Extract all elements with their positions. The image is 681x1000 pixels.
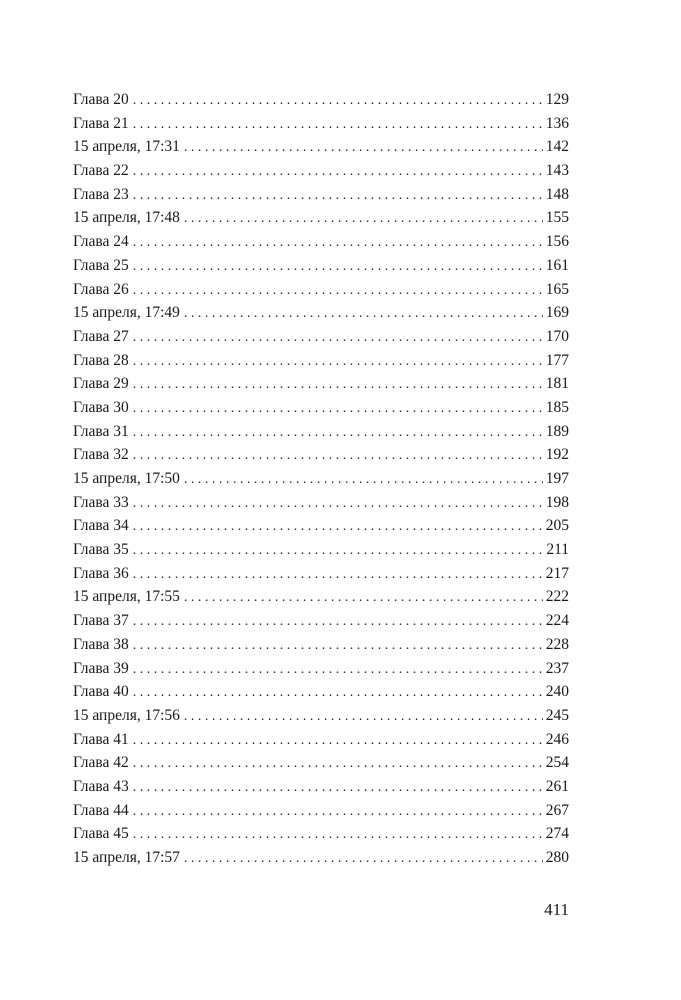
toc-entry[interactable]	[73, 88, 569, 112]
toc-dot-leader	[184, 207, 543, 231]
toc-entry[interactable]	[73, 704, 569, 728]
toc-dot-leader	[184, 705, 543, 729]
toc-entry-title: Глава 33	[73, 493, 129, 511]
toc-dot-leader	[133, 539, 544, 563]
toc-entry-title: Глава 22	[73, 162, 129, 180]
toc-entry-page-number: 161	[545, 256, 569, 274]
toc-entry[interactable]	[73, 278, 569, 302]
toc-entry-title: Глава 45	[73, 825, 129, 843]
toc-dot-leader	[133, 681, 543, 705]
toc-dot-leader	[184, 136, 543, 160]
toc-entry-page-number: 156	[545, 233, 569, 251]
toc-entry-page-number: 240	[545, 683, 569, 701]
toc-entry-page-number: 177	[545, 351, 569, 369]
toc-entry-title: Глава 29	[73, 375, 129, 393]
toc-entry[interactable]	[73, 325, 569, 349]
toc-entry-page-number: 148	[545, 185, 569, 203]
toc-dot-leader	[133, 658, 543, 682]
page-number: 411	[544, 900, 569, 919]
toc-entry-page-number: 246	[545, 730, 569, 748]
toc-entry[interactable]	[73, 491, 569, 515]
toc-entry-title: Глава 43	[73, 777, 129, 795]
toc-entry[interactable]	[73, 657, 569, 681]
toc-entry-page-number: 170	[545, 327, 569, 345]
toc-entry-title: Глава 24	[73, 233, 129, 251]
toc-dot-leader	[133, 231, 543, 255]
toc-entry-page-number: 280	[545, 849, 569, 866]
toc-entry-title: Глава 21	[73, 114, 129, 132]
toc-entry-title: Глава 36	[73, 564, 129, 582]
toc-entry-title: Глава 28	[73, 351, 129, 369]
toc-dot-leader	[133, 373, 543, 397]
toc-entry[interactable]	[73, 609, 569, 633]
toc-entry[interactable]	[73, 349, 569, 373]
toc-entry-title: Глава 35	[73, 541, 129, 559]
toc-entry-page-number: 165	[545, 280, 569, 298]
toc-entry-page-number: 274	[545, 825, 569, 843]
toc-entry-title: 15 апреля, 17:56	[73, 706, 180, 724]
toc-entry-page-number: 224	[545, 612, 569, 630]
toc-entry[interactable]	[73, 846, 569, 870]
toc-dot-leader	[133, 279, 543, 303]
toc-entry-title: 15 апреля, 17:55	[73, 588, 180, 606]
toc-entry[interactable]	[73, 775, 569, 799]
toc-entry-title: Глава 37	[73, 612, 129, 630]
toc-entry-title: Глава 20	[73, 91, 129, 108]
toc-entry-page-number: 181	[545, 375, 569, 393]
toc-dot-leader	[133, 326, 543, 350]
toc-entry[interactable]	[73, 396, 569, 420]
toc-entry-title: Глава 42	[73, 754, 129, 772]
toc-entry-title: Глава 27	[73, 327, 129, 345]
toc-entry-page-number: 217	[545, 564, 569, 582]
toc-entry-page-number: 189	[545, 422, 569, 440]
toc-entry-title: Глава 41	[73, 730, 129, 748]
toc-dot-leader	[133, 113, 543, 137]
toc-entry-title: Глава 30	[73, 398, 129, 416]
toc-entry[interactable]	[73, 633, 569, 657]
toc-entry[interactable]	[73, 585, 569, 609]
toc-dot-leader	[184, 468, 543, 492]
toc-dot-leader	[184, 847, 543, 871]
toc-entry-page-number: 198	[545, 493, 569, 511]
toc-entry-page-number: 261	[545, 777, 569, 795]
toc-entry-title: Глава 44	[73, 801, 129, 819]
toc-dot-leader	[133, 397, 543, 421]
toc-dot-leader	[133, 350, 543, 374]
toc-entry[interactable]	[73, 467, 569, 491]
toc-dot-leader	[133, 800, 543, 824]
toc-dot-leader	[133, 421, 543, 445]
toc-dot-leader	[133, 610, 543, 634]
toc-entry-page-number: 143	[545, 162, 569, 180]
toc-entry-page-number: 169	[545, 304, 569, 322]
toc-entry-page-number: 136	[545, 114, 569, 132]
toc-entry[interactable]	[73, 112, 569, 136]
toc-entry-title: Глава 38	[73, 635, 129, 653]
toc-entry-title: Глава 34	[73, 517, 129, 535]
toc-entry-page-number: 185	[545, 398, 569, 416]
toc-entry-page-number: 254	[545, 754, 569, 772]
toc-entry-title: 15 апреля, 17:49	[73, 304, 180, 322]
toc-entry[interactable]	[73, 751, 569, 775]
toc-dot-leader	[133, 634, 543, 658]
toc-dot-leader	[133, 255, 543, 279]
toc-entry-title: 15 апреля, 17:48	[73, 209, 180, 227]
toc-dot-leader	[133, 515, 543, 539]
toc-dot-leader	[133, 89, 543, 113]
toc-entry[interactable]	[73, 159, 569, 183]
toc-entry-title: Глава 23	[73, 185, 129, 203]
toc-dot-leader	[184, 586, 543, 610]
toc-entry-page-number: 237	[545, 659, 569, 677]
table-of-contents	[73, 88, 569, 870]
toc-entry-title: Глава 31	[73, 422, 129, 440]
toc-entry-title: 15 апреля, 17:50	[73, 470, 180, 487]
toc-entry[interactable]	[73, 254, 569, 278]
toc-entry-page-number: 267	[545, 801, 569, 819]
toc-entry[interactable]	[73, 680, 569, 704]
toc-entry[interactable]	[73, 538, 569, 562]
toc-entry-page-number: 197	[545, 470, 569, 487]
toc-entry[interactable]	[73, 135, 569, 159]
toc-entry-page-number: 192	[545, 446, 569, 464]
toc-entry-title: Глава 32	[73, 446, 129, 464]
toc-dot-leader	[133, 184, 543, 208]
toc-entry[interactable]	[73, 183, 569, 207]
toc-entry[interactable]	[73, 372, 569, 396]
toc-entry-page-number: 228	[545, 635, 569, 653]
toc-entry[interactable]	[73, 822, 569, 846]
toc-entry[interactable]	[73, 514, 569, 538]
toc-entry-title: Глава 40	[73, 683, 129, 701]
toc-dot-leader	[133, 823, 543, 847]
toc-entry-page-number: 155	[545, 209, 569, 227]
toc-entry[interactable]	[73, 562, 569, 586]
toc-entry-title: Глава 25	[73, 256, 129, 274]
toc-dot-leader	[133, 563, 543, 587]
toc-dot-leader	[133, 492, 543, 516]
toc-entry-page-number: 211	[546, 541, 569, 559]
toc-entry-page-number: 205	[545, 517, 569, 535]
toc-dot-leader	[133, 444, 543, 468]
toc-entry[interactable]	[73, 230, 569, 254]
toc-dot-leader	[133, 160, 543, 184]
toc-entry[interactable]	[73, 206, 569, 230]
toc-dot-leader	[184, 302, 543, 326]
toc-entry[interactable]	[73, 420, 569, 444]
toc-entry-page-number: 245	[545, 706, 569, 724]
toc-dot-leader	[133, 729, 543, 753]
toc-entry-page-number: 142	[545, 138, 569, 156]
toc-entry[interactable]	[73, 728, 569, 752]
toc-entry-title: 15 апреля, 17:31	[73, 138, 180, 156]
toc-entry[interactable]	[73, 443, 569, 467]
toc-entry-title: Глава 39	[73, 659, 129, 677]
toc-entry[interactable]	[73, 301, 569, 325]
toc-entry-page-number: 222	[545, 588, 569, 606]
toc-entry-title: Глава 26	[73, 280, 129, 298]
toc-entry-page-number: 129	[545, 91, 569, 108]
toc-entry-title: 15 апреля, 17:57	[73, 849, 180, 866]
toc-dot-leader	[133, 752, 543, 776]
toc-entry[interactable]	[73, 799, 569, 823]
toc-dot-leader	[133, 776, 543, 800]
